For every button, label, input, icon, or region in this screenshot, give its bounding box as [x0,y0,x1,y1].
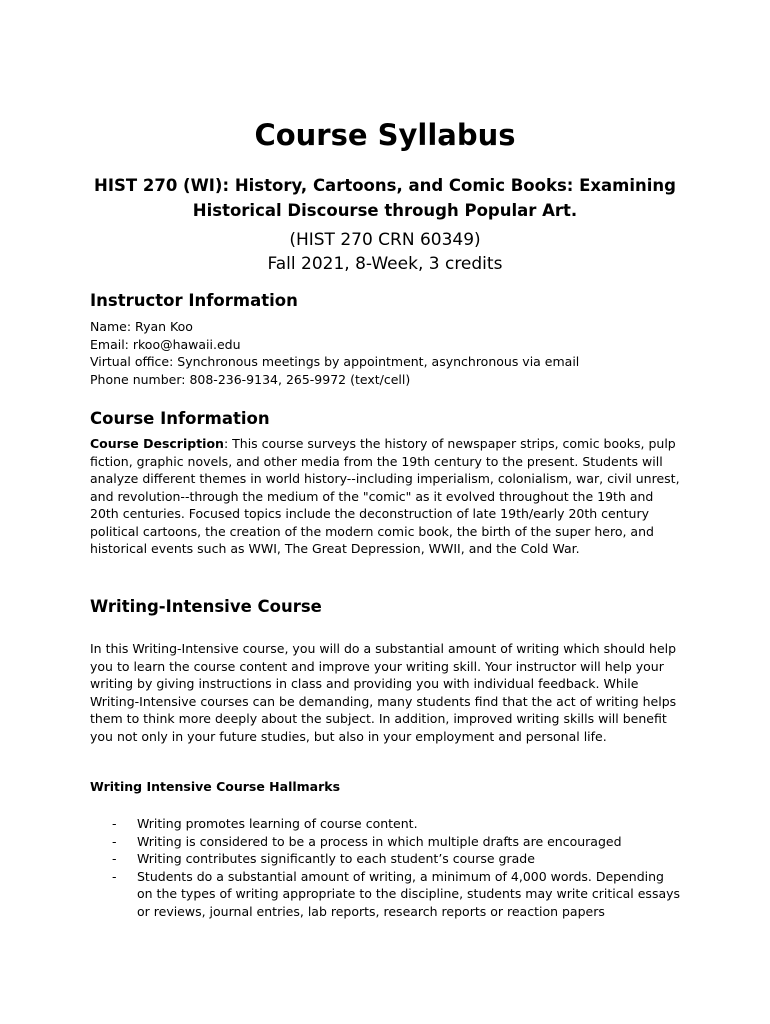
list-item: - Writing contributes significantly to each student’s course grade [112,851,535,866]
instructor-name: Name: Ryan Koo [90,319,193,334]
instructor-email: Email: rkoo@hawaii.edu [90,336,241,352]
writing-intensive-heading: Writing-Intensive Course [90,597,322,616]
instructor-heading: Instructor Information [90,291,298,310]
instructor-office: Virtual office: Synchronous meetings by appointment, asynchronous via email [90,354,580,369]
writing-intensive-paragraph: In this Writing-Intensive course, you will do a substantial amount of writing which should help you to learn the course content and improve your writing skill. Your instructor will help your writing by giving instructions in class and providing you with individual feedback. While Writing-Intensive courses can be demanding, many students find that the act of writing helps them to think more deeply about the subject. In addition, improved writing skills will benefit you not only in your future studies, but also in your employment and personal life. [90,641,677,744]
bullet-dash: - [112,868,117,884]
course-meta [0,228,770,276]
list-item: - Writing is considered to be a process in which multiple drafts are encouraged [112,833,622,849]
instructor-details [90,318,680,388]
list-item: - Writing promotes learning of course content. [112,816,418,831]
bullet-dash: - [112,833,117,849]
hallmarks-list [112,815,682,920]
instructor-phone: Phone number: 808-236-9134, 265-9972 (text/cell) [90,371,411,387]
course-description-text: : This course surveys the history of newspaper strips, comic books, pulp fiction, graphic novels, and other media from the 19th century to the present. Students will analyze different themes in world history--including imperialism, colonialism, war, civil unrest, and revolution--through the medium of the "comic" as it evolved throughout the 19th and 20th centuries. Focused topics include the deconstruction of late 19th/early 20th century political cartoons, the creation of the modern comic book, the birth of the super hero, and historical events such as WWI, The Great Depression, WWII, and the Cold War. [90,436,680,556]
course-description [90,435,680,558]
list-item: - Students do a substantial amount of writing, a minimum of 4,000 words. Depending on the types of writing appropriate to the discipline, students may write critical essays or reviews, journal entries, lab reports, research reports or reaction papers [112,868,681,919]
course-crn: (HIST 270 CRN 60349) [289,230,481,250]
page-title: Course Syllabus [254,118,516,152]
course-info-heading: Course Information [90,409,270,428]
bullet-dash: - [112,816,117,831]
hallmarks-title: Writing Intensive Course Hallmarks [90,779,341,794]
bullet-dash: - [112,851,117,866]
course-term: Fall 2021, 8-Week, 3 credits [267,254,503,274]
course-subtitle: HIST 270 (WI): History, Cartoons, and Comic Books: Examining Historical Discourse through Popular Art. [94,176,676,220]
course-description-label: Course Description [90,436,224,451]
